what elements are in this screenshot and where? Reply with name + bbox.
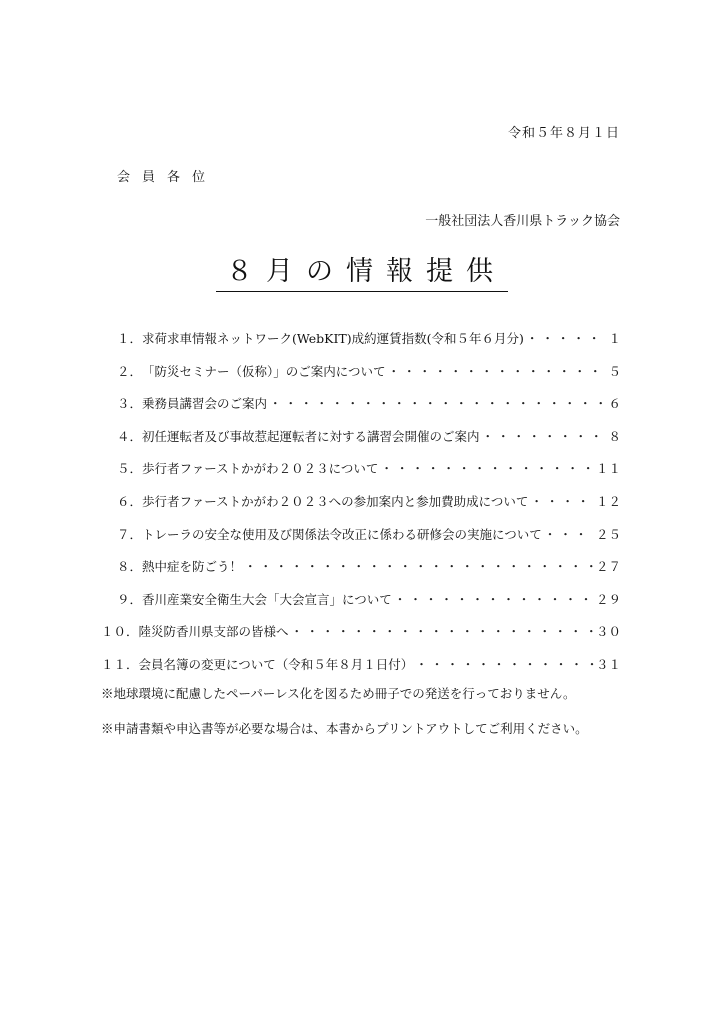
toc-dot-leader xyxy=(244,558,594,576)
toc-dot-leader xyxy=(388,363,605,381)
toc-item xyxy=(101,656,621,674)
toc-dot-leader xyxy=(291,623,594,641)
toc-item-number: ５． xyxy=(117,461,143,477)
toc-item-title: 「防災セミナー（仮称）」のご案内について xyxy=(142,363,386,379)
toc-dot-leader xyxy=(380,460,594,478)
toc-item-title: 香川産業安全衛生大会「大会宣言」について xyxy=(142,591,392,607)
toc-item-page: ５ xyxy=(608,363,621,379)
toc-dot-leader xyxy=(415,656,594,674)
toc-item xyxy=(117,428,621,446)
toc-dot-leader xyxy=(394,591,594,609)
toc-dot-leader xyxy=(269,395,605,413)
toc-dot-leader xyxy=(526,330,605,348)
toc-item-number: ３． xyxy=(117,396,143,412)
toc-item xyxy=(117,395,621,413)
toc-item-title: 初任運転者及び事故惹起運転者に対する講習会開催のご案内 xyxy=(142,428,480,444)
toc-item-number: ２． xyxy=(117,363,143,379)
toc-item xyxy=(117,330,621,348)
document-title: ８月の情報提供 xyxy=(216,255,508,292)
toc-item-page: ２７ xyxy=(595,559,621,575)
toc-item-page: ２９ xyxy=(595,591,621,607)
toc-item xyxy=(117,493,621,511)
toc-item-number: １１． xyxy=(101,657,139,672)
toc-item xyxy=(117,460,621,478)
note-paperless: ※地球環境に配慮したペーパーレス化を図るため冊子での発送を行っておりません。 xyxy=(101,686,576,701)
toc-item-title: 会員名簿の変更について（令和５年８月１日付） xyxy=(138,657,414,672)
toc-item-title: 歩行者ファーストかがわ２０２３について xyxy=(142,461,379,477)
toc-item-number: ９． xyxy=(117,591,143,607)
toc-item xyxy=(117,558,621,576)
toc-item-page: １ xyxy=(608,331,621,346)
toc-item-title: 乗務員講習会のご案内 xyxy=(142,396,268,412)
toc-item-number: ４． xyxy=(117,428,143,444)
toc-item-number: １． xyxy=(117,331,143,346)
toc-item xyxy=(117,526,621,544)
toc-item-page: ３０ xyxy=(595,624,621,640)
toc-item xyxy=(101,623,621,641)
toc-item-number: １０． xyxy=(101,624,139,640)
toc-item-title: トレーラの安全な使用及び関係法令改正に係わる研修会の実施について xyxy=(142,526,542,542)
toc-item-title: 熱中症を防ごう！ xyxy=(142,559,243,575)
addressee: 会員各位 xyxy=(117,170,218,185)
note-printout: ※申請書類や申込書等が必要な場合は、本書からプリントアウトしてご利用ください。 xyxy=(101,721,588,736)
toc-item-number: ８． xyxy=(117,559,143,575)
toc-item-title: 陸災防香川県支部の皆様へ xyxy=(138,624,289,640)
toc-item-number: ７． xyxy=(117,526,143,542)
toc-item-page: １１ xyxy=(595,461,621,477)
toc-dot-leader xyxy=(530,493,594,511)
toc-item xyxy=(117,591,621,609)
toc-item-number: ６． xyxy=(117,494,143,509)
toc-item-page: ８ xyxy=(608,428,621,444)
toc-item-title: 求荷求車情報ネットワーク(WebKIT)成約運賃指数(令和５年６月分) xyxy=(142,331,524,346)
toc-item-page: ２５ xyxy=(595,526,621,542)
toc-item xyxy=(117,363,621,381)
toc-dot-leader xyxy=(482,428,605,446)
title-container xyxy=(0,255,724,292)
sender-organization: 一般社団法人香川県トラック協会 xyxy=(425,214,620,229)
toc-item-page: ３１ xyxy=(595,657,621,672)
toc-item-page: ６ xyxy=(608,396,621,412)
document-date: 令和５年８月１日 xyxy=(507,126,620,141)
toc-item-page: １２ xyxy=(595,494,621,509)
toc-item-title: 歩行者ファーストかがわ２０２３への参加案内と参加費助成について xyxy=(142,494,529,509)
toc-dot-leader xyxy=(544,526,594,544)
